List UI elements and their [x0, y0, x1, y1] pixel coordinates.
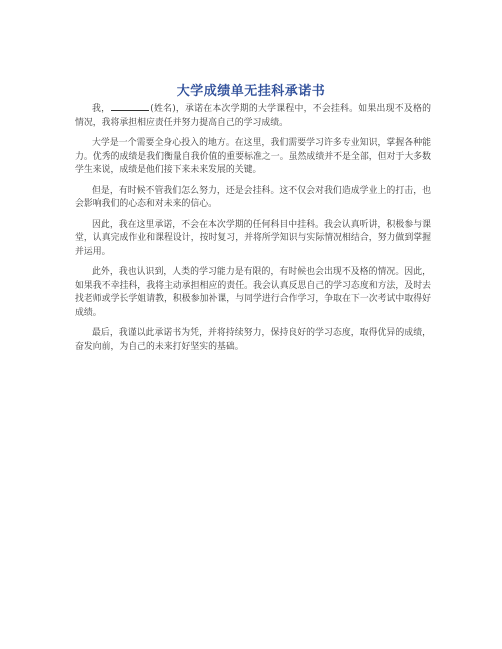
document-title: 大学成绩单无挂科承诺书: [176, 84, 326, 99]
paragraph-university: 大学是一个需要全身心投入的地方。在这里，我们需要学习许多专业知识，掌握各种能力。优秀的成绩是我们衡量自我价值的重要标准之一。虽然成绩并不是全部，但对于大多数学生来说，成绩是他们接下来未来发展的关键。: [75, 138, 431, 175]
paragraph-closing: 最后，我谨以此承诺书为凭，并将持续努力，保持良好的学习态度，取得优异的成绩，奋发向前，为自己的未来打好坚实的基础。: [75, 328, 431, 352]
document-body: [75, 101, 431, 361]
paragraph-responsibility: 此外，我也认识到，人类的学习能力是有限的，有时候也会出现不及格的情况。因此，如果我不幸挂科，我将主动承担相应的责任。我会认真反思自己的学习态度和方法，及时去找老师或学长学姐请教，积极参加补课，与同学进行合作学习，争取在下一次考试中取得好成绩。: [75, 267, 431, 318]
paragraph-commitment: 因此，我在这里承诺，不会在本次学期的任何科目中挂科。我会认真听讲，积极参与课堂，认真完成作业和课程设计，按时复习，并将所学知识与实际情况相结合，努力做到掌握并运用。: [75, 219, 431, 257]
pledge-text: (姓名)，承诺在本次学期的大学课程中，不会挂科。如果出现不及格的情况，我将承担相应责任并努力提高自己的学习成绩。: [75, 104, 432, 128]
paragraph-pledge: [75, 101, 431, 130]
pledge-prefix: 我，: [92, 104, 111, 114]
paragraph-failure-impact: 但是，有时候不管我们怎么努力，还是会挂科。这不仅会对我们造成学业上的打击，也会影响我们的心态和对未来的信心。: [75, 185, 431, 209]
name-blank-field: [111, 101, 149, 111]
